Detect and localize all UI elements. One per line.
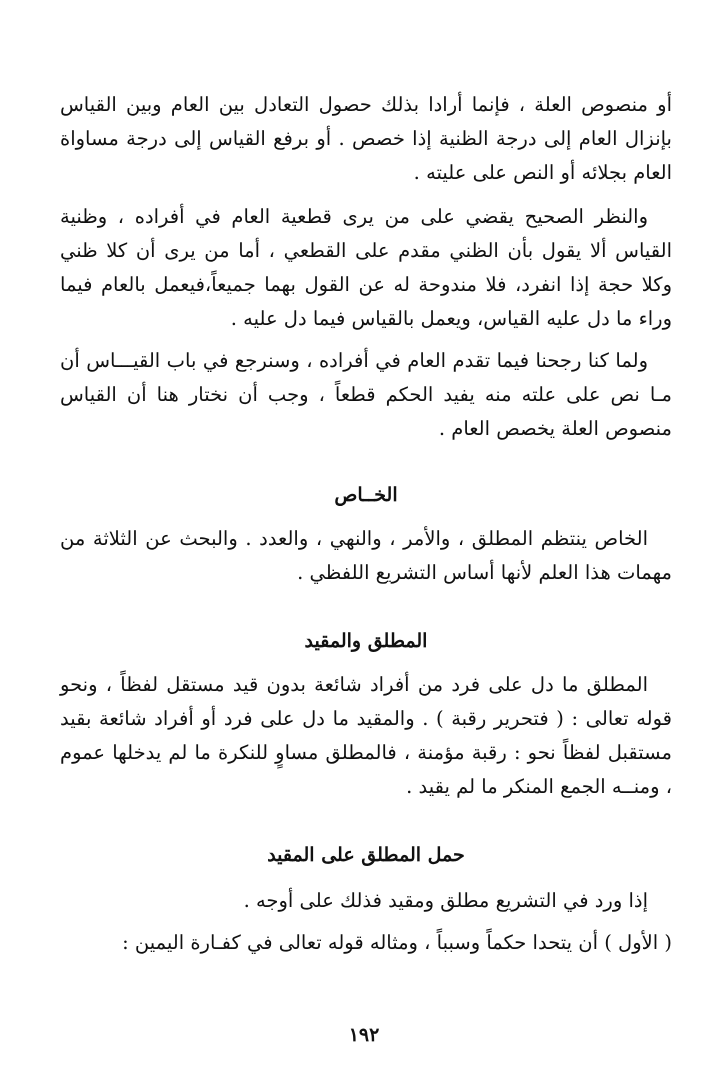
paragraph-2: والنظر الصحيح يقضي على من يرى قطعية العام في أفراده ، وظنية القياس ألا يقول بأن الظني مقدم على القطعي ، أما من يرى أن كلا ظني وكلا حجة إذا انفرد، فلا مندوحة له عن القول بهما جميعاً،فيعمل بالعام فيما وراء ما دل عليه القياس، ويعمل بالقياس فيما دل عليه . (60, 205, 672, 330)
section-heading-mutlaq: المطلق والمقيد (304, 630, 428, 652)
page-number: ١٩٢ (348, 1024, 380, 1046)
paragraph-4: الخاص ينتظم المطلق ، والأمر ، والنهي ، والعدد . والبحث عن الثلاثة من مهمات هذا العلم لأنها أساس التشريع اللفظي . (60, 527, 672, 584)
paragraph-1: أو منصوص العلة ، فإنما أرادا بذلك حصول التعادل بين العام وبين القياس بإنزال العام إلى درجة الظنية إذا خصص . أو برفع القياس إلى درجة مساواة العام بجلائه أو النص على عليته . (60, 93, 672, 184)
paragraph-6: إذا ورد في التشريع مطلق ومقيد فذلك على أوجه . (243, 889, 648, 912)
page-body (60, 88, 672, 960)
section-heading-khas: الخــاص (334, 484, 398, 506)
section-heading-haml: حمل المطلق على المقيد (267, 844, 465, 866)
paragraph-3: ولما كنا رجحنا فيما تقدم العام في أفراده ، وسنرجع في باب القيـــاس أن مـا نص على علته منه يفيد الحكم قطعاً ، وجب أن نختار هنا أن القياس منصوص العلة يخصص العام . (60, 349, 672, 440)
paragraph-5: المطلق ما دل على فرد من أفراد شائعة بدون قيد مستقل لفظاً ، ونحو قوله تعالى : ( فتحرير رقبة ) . والمقيد ما دل على فرد أو أفراد شائعة بقيد مستقبل لفظاً نحو : رقبة مؤمنة ، فالمطلق مساوٍ للنكرة ما لم يدخلها عموم ، ومنــه الجمع المنكر ما لم يقيد . (60, 673, 672, 798)
paragraph-7: ( الأول ) أن يتحدا حكماً وسبباً ، ومثاله قوله تعالى في كفـارة اليمين : (122, 931, 672, 954)
